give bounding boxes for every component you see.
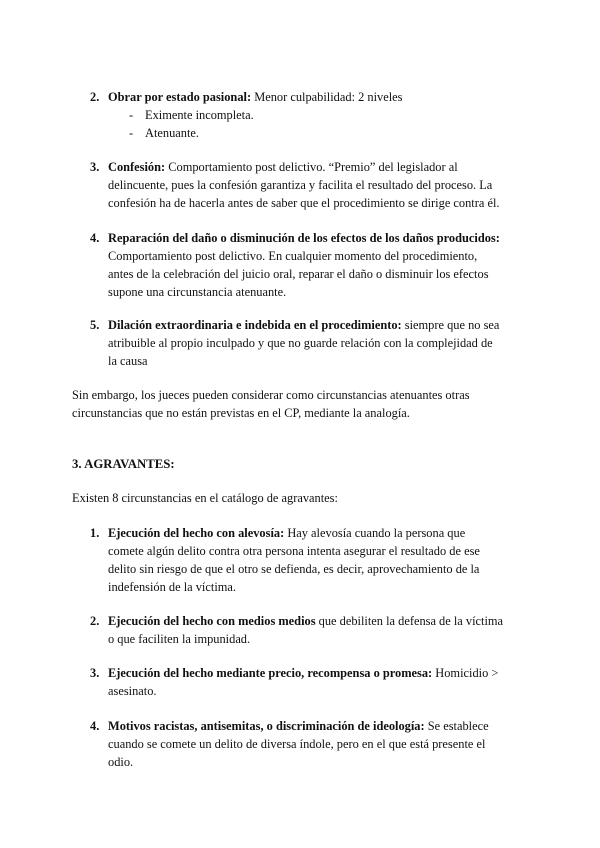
item-title: Dilación extraordinaria e indebida en el procedimiento: <box>108 318 402 332</box>
list-number: 3. <box>90 666 100 680</box>
list-number: 4. <box>90 719 100 733</box>
list-number: 1. <box>90 526 100 540</box>
item-text-line: confesión ha de hacerla antes de saber que el procedimiento se dirige contra él. <box>108 196 500 210</box>
item-text: Hay alevosía cuando la persona que <box>284 526 466 540</box>
item-title: Ejecución del hecho con alevosía: <box>108 526 285 540</box>
item-text-line: indefensión de la víctima. <box>108 580 236 594</box>
list-item-first-line <box>108 229 500 247</box>
bullet-dash: - <box>129 108 134 122</box>
bullet-dash: - <box>129 126 134 140</box>
item-title: Motivos racistas, antisemitas, o discriminación de ideología: <box>108 719 425 733</box>
item-text-line: Comportamiento post delictivo. En cualquier momento del procedimiento, <box>108 249 478 263</box>
item-title: Confesión: <box>108 160 166 174</box>
list-item-first-line <box>108 717 489 735</box>
list-number: 3. <box>90 160 100 174</box>
subitem: Atenuante. <box>145 126 200 140</box>
section-heading: 3. AGRAVANTES: <box>72 457 175 471</box>
paragraph-line: circunstancias que no están previstas en el CP, mediante la analogía. <box>72 406 410 420</box>
item-title: Ejecución del hecho con medios medios <box>108 614 316 628</box>
item-text: que debiliten la defensa de la víctima <box>315 614 504 628</box>
item-title: Reparación del daño o disminución de los efectos de los daños producidos: <box>108 231 500 245</box>
subitem: Eximente incompleta. <box>145 108 254 122</box>
list-number: 4. <box>90 231 100 245</box>
item-title: Obrar por estado pasional: <box>108 90 252 104</box>
list-number: 2. <box>90 90 100 104</box>
item-text-line: antes de la celebración del juicio oral, reparar el daño o disminuir los efectos <box>108 267 489 281</box>
item-text: Menor culpabilidad: 2 niveles <box>251 90 403 104</box>
paragraph-line: Sin embargo, los jueces pueden considerar como circunstancias atenuantes otras <box>72 388 470 402</box>
item-text-line: delincuente, pues la confesión garantiza y facilita el resultado del proceso. La <box>108 178 493 192</box>
item-text: Comportamiento post delictivo. “Premio” del legislador al <box>165 160 458 174</box>
item-title: Ejecución del hecho mediante precio, recompensa o promesa: <box>108 666 433 680</box>
item-text-line: la causa <box>108 354 148 368</box>
intro-text: Existen 8 circunstancias en el catálogo de agravantes: <box>72 491 338 505</box>
item-text: Homicidio > <box>432 666 499 680</box>
list-item-first-line <box>108 88 403 106</box>
list-number: 5. <box>90 318 100 332</box>
list-item-first-line <box>108 524 465 542</box>
item-text-line: asesinato. <box>108 684 157 698</box>
item-text-line: atribuible al propio inculpado y que no guarde relación con la complejidad de <box>108 336 493 350</box>
list-item-first-line <box>108 158 458 176</box>
item-text-line: cuando se comete un delito de diversa índole, pero en el que está presente el <box>108 737 486 751</box>
list-item-first-line <box>108 612 503 630</box>
list-item-first-line <box>108 316 499 334</box>
item-text-line: o que faciliten la impunidad. <box>108 632 251 646</box>
item-text: siempre que no sea <box>401 318 500 332</box>
list-item-first-line <box>108 664 498 682</box>
item-text-line: comete algún delito contra otra persona intenta asegurar el resultado de ese <box>108 544 480 558</box>
item-text-line: delito sin riesgo de que el otro se defienda, es decir, aprovechamiento de la <box>108 562 480 576</box>
item-text-line: supone una circunstancia atenuante. <box>108 285 287 299</box>
item-text-line: odio. <box>108 755 134 769</box>
item-text: Se establece <box>424 719 489 733</box>
list-number: 2. <box>90 614 100 628</box>
